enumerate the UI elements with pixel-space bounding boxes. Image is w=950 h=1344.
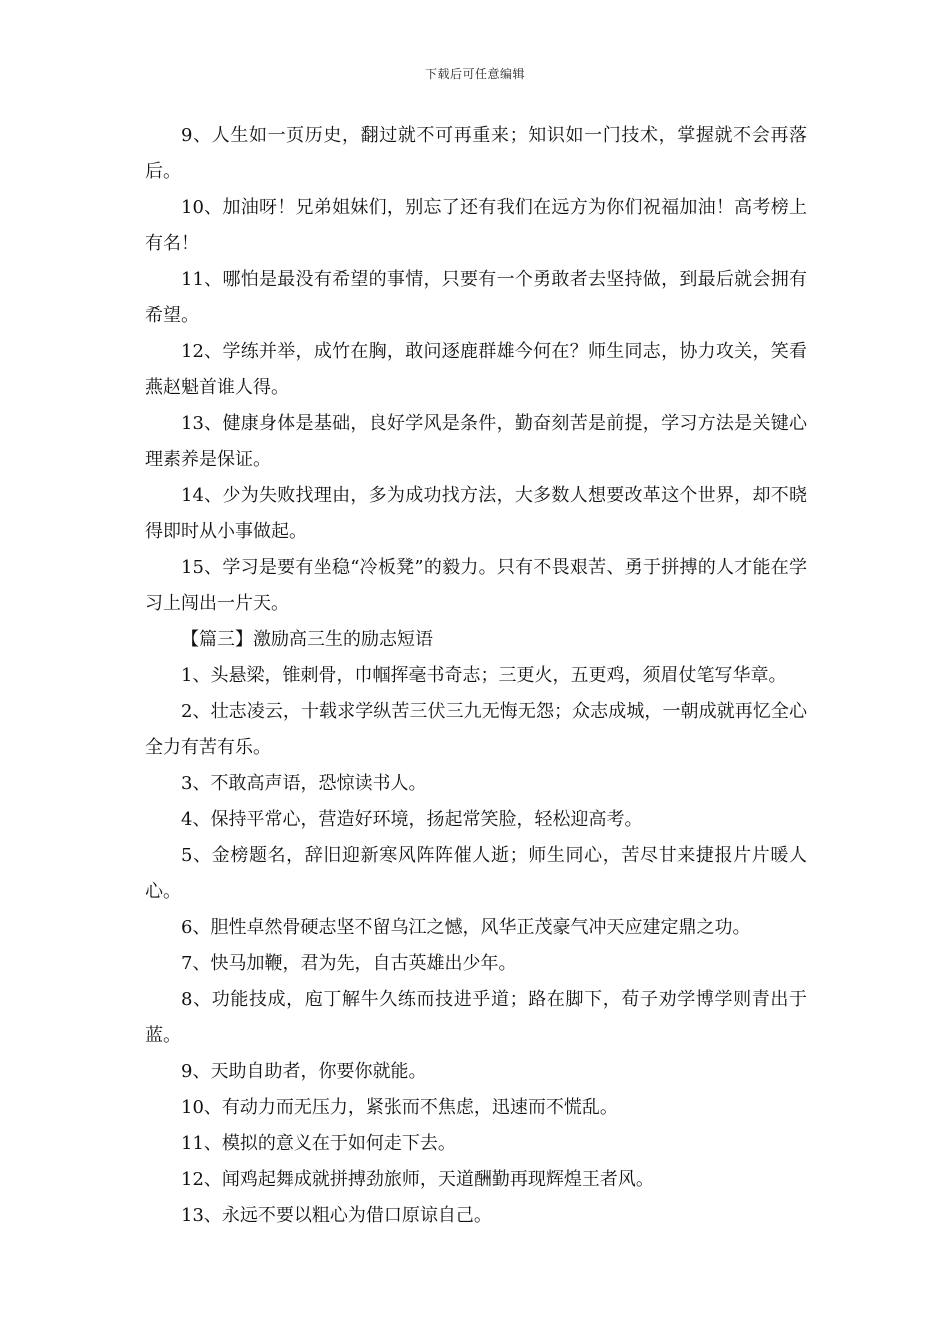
paragraph-item-15: 15、学习是要有坐稳“冷板凳”的毅力。只有不畏艰苦、勇于拼搏的人才能在学习上闯出一片天。 [145,557,807,614]
paragraph-item-9: 9、人生如一页历史，翻过就不可再重来；知识如一门技术，掌握就不会再落后。 [145,125,807,182]
phrase-item-3: 3、不敢高声语，恐惊读书人。 [181,773,427,794]
paragraph-item-12: 12、学练并举，成竹在胸，敢问逐鹿群雄今何在？师生同志，协力攻关，笑看燕赵魁首谁人得。 [145,341,807,398]
phrase-item-5: 5、金榜题名，辞旧迎新寒风阵阵催人逝；师生同心，苦尽甘来捷报片片暖人心。 [145,845,807,902]
phrase-item-2: 2、壮志凌云，十载求学纵苦三伏三九无悔无怨；众志成城，一朝成就再忆全心全力有苦有乐。 [145,701,807,758]
paragraph-item-10: 10、加油呀！兄弟姐妹们，别忘了还有我们在远方为你们祝福加油！高考榜上有名！ [145,197,807,254]
phrase-item-11: 11、模拟的意义在于如何走下去。 [181,1133,456,1154]
phrase-item-4: 4、保持平常心，营造好环境，扬起常笑脸，轻松迎高考。 [181,809,643,830]
phrase-item-10: 10、有动力而无压力，紧张而不焦虑，迅速而不慌乱。 [181,1097,618,1118]
phrase-item-9: 9、天助自助者，你要你就能。 [181,1061,427,1082]
paragraph-item-11: 11、哪怕是最没有希望的事情，只要有一个勇敢者去坚持做，到最后就会拥有希望。 [145,269,807,326]
phrase-item-1: 1、头悬梁，锥刺骨，巾帼挥毫书奇志；三更火，五更鸡，须眉仗笔写华章。 [181,665,787,686]
page-header: 下载后可任意编辑 [424,67,525,81]
document-body [145,118,807,1234]
phrase-item-7: 7、快马加鞭，君为先，自古英雄出少年。 [181,953,517,974]
phrase-item-6: 6、胆性卓然骨硬志坚不留乌江之憾，风华正茂豪气冲天应建定鼎之功。 [181,917,751,938]
paragraph-item-13: 13、健康身体是基础，良好学风是条件，勤奋刻苦是前提，学习方法是关键心理素养是保证。 [145,413,807,470]
section-heading: 【篇三】激励高三生的励志短语 [181,629,433,650]
phrase-item-12: 12、闻鸡起舞成就拼搏劲旅师，天道酬勤再现辉煌王者风。 [181,1169,654,1190]
phrase-item-13: 13、永远不要以粗心为借口原谅自己。 [181,1205,492,1226]
phrase-item-8: 8、功能技成，庖丁解牛久练而技进乎道；路在脚下，荀子劝学博学则青出于蓝。 [145,989,807,1046]
paragraph-item-14: 14、少为失败找理由，多为成功找方法，大多数人想要改革这个世界，却不晓得即时从小事做起。 [145,485,807,542]
